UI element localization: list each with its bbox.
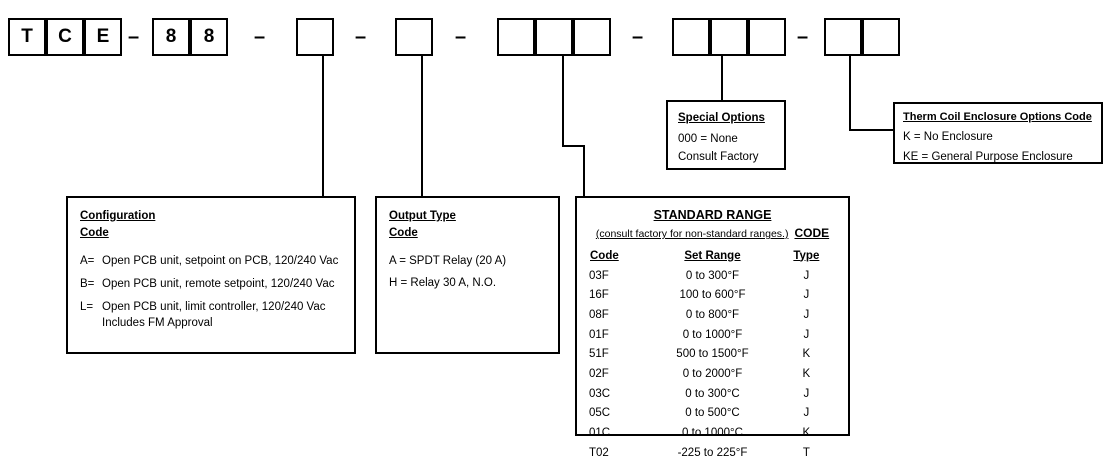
standard-range-panel bbox=[575, 196, 850, 459]
pn-dash-1: – bbox=[128, 26, 140, 48]
cell-set-range: 0 to 800°F bbox=[685, 309, 740, 322]
leader-output-type bbox=[421, 56, 423, 196]
cell-code: 03C bbox=[589, 387, 611, 400]
pn-slot-range-1 bbox=[497, 18, 535, 56]
leader-special-options bbox=[721, 56, 723, 100]
configuration-row-code: A= bbox=[80, 255, 95, 268]
configuration-row-code: L= bbox=[80, 300, 94, 313]
configuration-row-code: B= bbox=[80, 278, 95, 291]
output-type-row: A = SPDT Relay (20 A) bbox=[389, 255, 507, 268]
cell-type: J bbox=[803, 269, 810, 282]
column-header-code: Code bbox=[590, 249, 619, 262]
output-type-panel bbox=[375, 196, 560, 354]
therm-coil-enclosure-panel bbox=[893, 102, 1103, 164]
pn-slot-enclosure-1 bbox=[824, 18, 862, 56]
pn-char-box-8a: 8 bbox=[152, 18, 190, 56]
pn-char-box-C: C bbox=[46, 18, 84, 56]
configuration-panel bbox=[66, 196, 356, 354]
output-type-row: H = Relay 30 A, N.O. bbox=[389, 277, 497, 290]
table-row bbox=[589, 266, 836, 286]
therm-coil-row: K = No Enclosure bbox=[903, 130, 993, 143]
cell-set-range: 0 to 1000°C bbox=[682, 427, 743, 440]
cell-set-range: 0 to 300°F bbox=[685, 269, 740, 282]
standard-range-title: STANDARD RANGE bbox=[653, 208, 772, 222]
cell-set-range: -225 to 225°F bbox=[677, 446, 748, 459]
special-options-row: 000 = None bbox=[678, 132, 738, 145]
table-row bbox=[589, 306, 836, 326]
output-type-subtitle: Code bbox=[389, 226, 418, 239]
pn-slot-range-3 bbox=[573, 18, 611, 56]
leader-therm-coil-h bbox=[849, 129, 894, 131]
configuration-row bbox=[80, 253, 342, 270]
cell-type: J bbox=[803, 407, 810, 420]
configuration-row bbox=[80, 299, 342, 332]
configuration-row-text: Open PCB unit, setpoint on PCB, 120/240 Vac bbox=[102, 255, 339, 268]
cell-set-range: 0 to 500°C bbox=[685, 407, 740, 420]
table-row bbox=[589, 443, 836, 463]
cell-type: T bbox=[802, 446, 810, 459]
cell-type: J bbox=[803, 289, 810, 302]
cell-type: J bbox=[803, 387, 810, 400]
table-row bbox=[589, 345, 836, 365]
special-options-panel bbox=[666, 100, 786, 170]
leader-standard-range-h bbox=[562, 145, 584, 147]
therm-coil-row: KE = General Purpose Enclosure bbox=[903, 150, 1073, 163]
pn-slot-range-2 bbox=[535, 18, 573, 56]
leader-standard-range-v bbox=[562, 56, 564, 145]
pn-char-box-8b: 8 bbox=[190, 18, 228, 56]
pn-slot-special-3 bbox=[748, 18, 786, 56]
pn-dash-4: – bbox=[455, 26, 467, 48]
configuration-row-text: Open PCB unit, limit controller, 120/240 Vac Includes FM Approval bbox=[102, 300, 326, 330]
pn-slot-enclosure-2 bbox=[862, 18, 900, 56]
table-row bbox=[589, 325, 836, 345]
cell-type: J bbox=[803, 328, 810, 341]
cell-type: J bbox=[803, 309, 810, 322]
table-header-row bbox=[589, 247, 836, 267]
table-row bbox=[589, 424, 836, 444]
table-row bbox=[589, 365, 836, 385]
configuration-row-text: Open PCB unit, remote setpoint, 120/240 Vac bbox=[102, 278, 335, 291]
cell-set-range: 100 to 600°F bbox=[679, 289, 746, 302]
leader-standard-range-v2 bbox=[583, 145, 585, 196]
special-options-title: Special Options bbox=[678, 112, 765, 124]
pn-dash-6: – bbox=[797, 26, 809, 48]
cell-code: 16F bbox=[589, 289, 609, 302]
cell-set-range: 500 to 1500°F bbox=[676, 348, 749, 361]
cell-type: K bbox=[802, 427, 811, 440]
column-header-type: Type bbox=[793, 249, 820, 262]
cell-code: 02F bbox=[589, 368, 609, 381]
table-row bbox=[589, 286, 836, 306]
cell-set-range: 0 to 2000°F bbox=[682, 368, 743, 381]
cell-set-range: 0 to 1000°F bbox=[682, 328, 743, 341]
standard-range-note: (consult factory for non-standard ranges.) bbox=[595, 228, 789, 241]
special-options-row: Consult Factory bbox=[678, 151, 759, 164]
cell-code: 03F bbox=[589, 269, 609, 282]
pn-slot-output-type bbox=[395, 18, 433, 56]
cell-type: K bbox=[802, 348, 811, 361]
pn-dash-5: – bbox=[632, 26, 644, 48]
cell-code: 05C bbox=[589, 407, 611, 420]
cell-set-range: 0 to 300°C bbox=[685, 387, 740, 400]
configuration-subtitle: Code bbox=[80, 226, 109, 239]
leader-configuration bbox=[322, 56, 324, 196]
pn-char-box-E: E bbox=[84, 18, 122, 56]
cell-code: 01C bbox=[589, 427, 611, 440]
cell-code: T02 bbox=[589, 446, 609, 459]
table-row bbox=[589, 384, 836, 404]
standard-range-code-label: CODE bbox=[794, 226, 830, 241]
standard-range-table bbox=[589, 247, 836, 463]
output-type-title: Output Type bbox=[389, 210, 456, 222]
pn-char-box-T: T bbox=[8, 18, 46, 56]
cell-type: K bbox=[802, 368, 811, 381]
cell-code: 08F bbox=[589, 309, 609, 322]
pn-dash-2: – bbox=[254, 26, 266, 48]
pn-slot-configuration bbox=[296, 18, 334, 56]
configuration-row bbox=[80, 276, 342, 293]
pn-slot-special-2 bbox=[710, 18, 748, 56]
table-row bbox=[589, 404, 836, 424]
leader-therm-coil-v bbox=[849, 56, 851, 130]
pn-slot-special-1 bbox=[672, 18, 710, 56]
cell-code: 51F bbox=[589, 348, 609, 361]
therm-coil-title: Therm Coil Enclosure Options Code bbox=[903, 111, 1092, 123]
pn-dash-3: – bbox=[355, 26, 367, 48]
configuration-title: Configuration bbox=[80, 210, 156, 222]
column-header-set-range: Set Range bbox=[684, 249, 741, 262]
cell-code: 01F bbox=[589, 328, 609, 341]
